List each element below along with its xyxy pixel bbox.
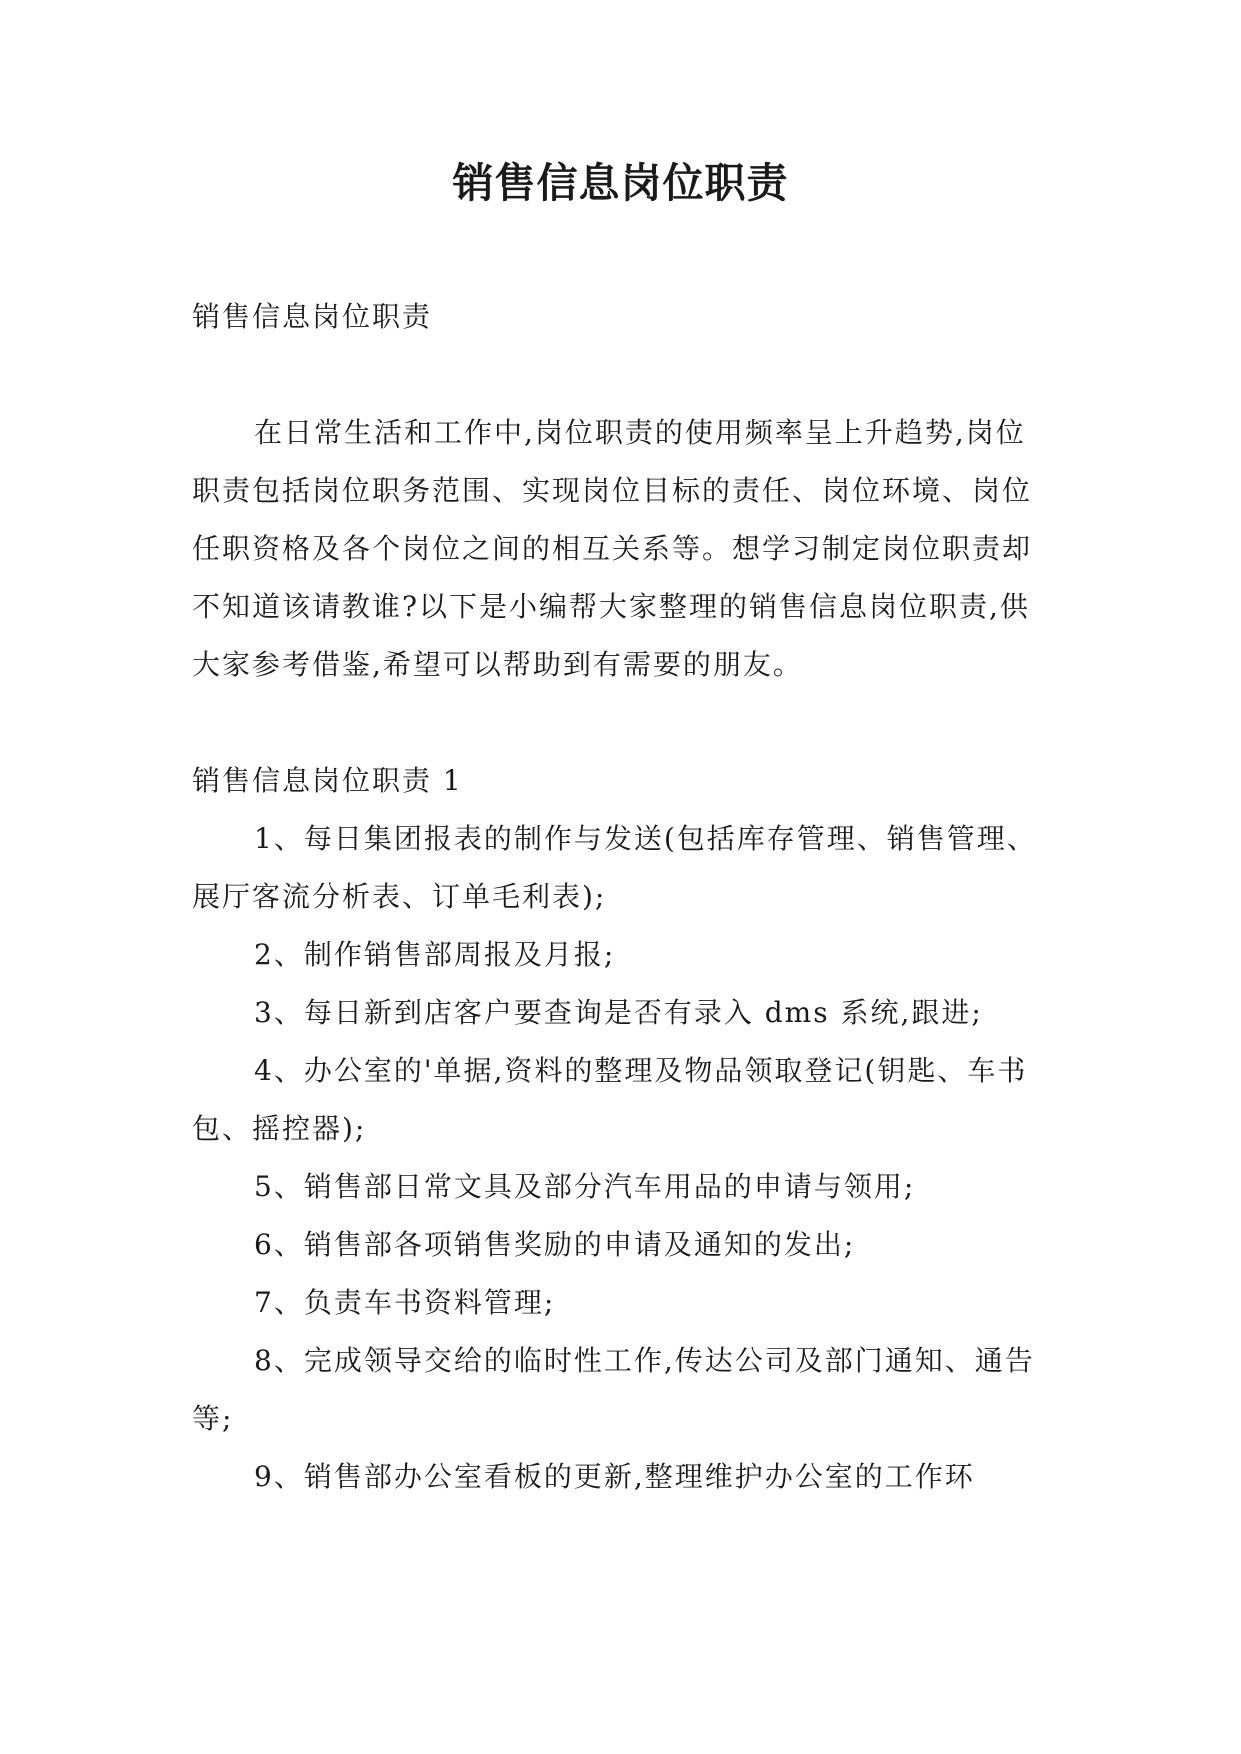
- duty-item-6: 6、销售部各项销售奖励的申请及通知的发出;: [254, 1228, 856, 1261]
- intro-paragraph: 在日常生活和工作中,岗位职责的使用频率呈上升趋势,岗位职责包括岗位职务范围、实现岗位目标的责任、岗位环境、岗位任职资格及各个岗位之间的相互关系等。想学习制定岗位职责却不知道该请教谁?以下是小编帮大家整理的销售信息岗位职责,供大家参考借鉴,希望可以帮助到有需要的朋友。: [192, 416, 1033, 681]
- duty-item-5: 5、销售部日常文具及部分汽车用品的申请与领用;: [254, 1170, 916, 1203]
- duty-item-4: 4、办公室的'单据,资料的整理及物品领取登记(钥匙、车书包、摇控器);: [192, 1054, 1028, 1145]
- section-heading: 销售信息岗位职责 1: [192, 764, 463, 797]
- duty-item-3: 3、每日新到店客户要查询是否有录入 dms 系统,跟进;: [254, 996, 983, 1029]
- duty-item-7: 7、负责车书资料管理;: [254, 1286, 556, 1319]
- duty-item-9: 9、销售部办公室看板的更新,整理维护办公室的工作环: [254, 1460, 975, 1493]
- document-title: 销售信息岗位职责: [452, 159, 789, 207]
- duty-item-2: 2、制作销售部周报及月报;: [254, 938, 616, 971]
- document-subtitle: 销售信息岗位职责: [192, 300, 433, 333]
- duty-item-1: 1、每日集团报表的制作与发送(包括库存管理、销售管理、展厅客流分析表、订单毛利表);: [192, 822, 1037, 913]
- document-body: [192, 288, 1050, 1506]
- duty-item-8: 8、完成领导交给的临时性工作,传达公司及部门通知、通告等;: [192, 1344, 1035, 1435]
